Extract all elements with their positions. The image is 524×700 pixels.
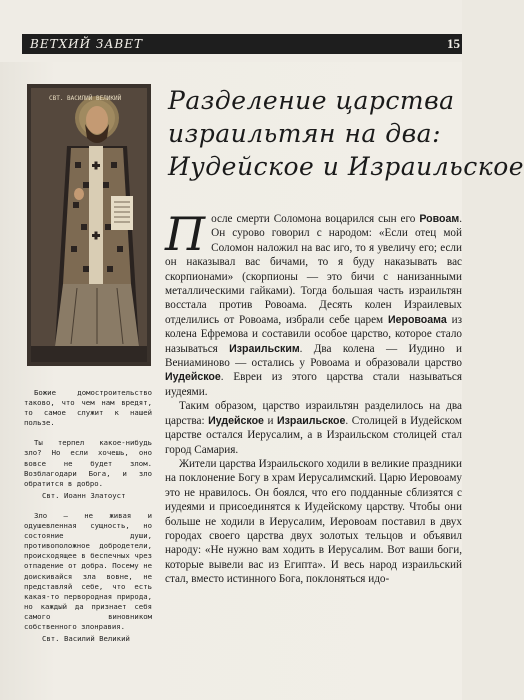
running-title: ВЕТХИЙ ЗАВЕТ bbox=[30, 37, 144, 51]
icon-inscription: СВТ. ВАСИЛИЙ ВЕЛИКИЙ bbox=[49, 95, 122, 102]
quote-2: Ты терпел какое-нибудь зло? Но если хочешь, оно вовсе не будет злом. Возблагодари Бога, и зло обратится в добро. bbox=[24, 438, 152, 488]
drop-cap: П bbox=[165, 207, 206, 261]
page-header bbox=[0, 0, 462, 62]
chapter-title bbox=[168, 84, 524, 183]
title-line-2: израильтян на два: bbox=[168, 119, 441, 148]
paragraph-3: Жители царства Израильского ходили в великие праздники на поклонение Богу в храм Иерусалимский. Царю Иеровоаму это не нравилось. Он боялся, что его подданные сблизятся с иудеями и присоединятся к Иудейскому царству. Чтобы они больше не ходили в Иерусалим, Иеровоам поставил в двух городах своего царства двух золотых тельцов и объявил народу: «Не нужно вам ходить в Иерусалим. Вот ваши боги, которые вывели вас из Египта». И весь народ израильский стал, вместо истинного Бога, поклоняться идо- bbox=[165, 457, 462, 586]
main-text bbox=[165, 207, 462, 587]
saint-icon-image bbox=[27, 84, 151, 366]
quote-2-author: Свт. Иоанн Златоуст bbox=[42, 490, 126, 500]
paragraph-2: Таким образом, царство израильтян разделилось на два царства: Иудейское и Израильское. Столицей в Иудейском царстве остался Иерусалим, а в Израильском столицей стал город Самария. bbox=[165, 400, 462, 456]
paragraph-1: После смерти Соломона воцарился сын его Ровоам. Он сурово говорил с народом: «Если отец мой Соломон наложил на вас иго, то я увеличу его; если он наказывал вас бичами, то я буду наказывать вас скорпионами» (скорпионы — это бичи с нанизанными металлическими гайками). Тогда большая часть израильтян восстала против Ровоама. Десять колен Израилевых отделились от Ровоама, избрали себе царем Иеровоама из колена Ефремова и составили особое царство, которое стало называться Израильским. Два колена — Иудино и Вениаминово — остались у Ровоама и образовали царство Иудейское. Евреи из этого царства стали называться иудеями. bbox=[165, 207, 462, 398]
quote-3-author: Свт. Василий Великий bbox=[42, 634, 130, 644]
title-line-1: Разделение царства bbox=[168, 86, 455, 115]
quote-1: Божие домостроительство таково, что чем нам вредят, то самое служит к нашей пользе. bbox=[24, 388, 152, 428]
sidebar-quotes bbox=[24, 388, 152, 644]
quote-3: Зло — не живая и одушевленная сущность, но состояние души, противоположное добродетели, происходящее в беспечных чрез отпадение от добра. Посему не доискивайся зла вовне, не представляй себе, что есть какая-то первородная природа, но каждый да признает себя самого виновником собственного злонравия. bbox=[24, 510, 152, 631]
page-number: 15 bbox=[447, 36, 460, 51]
saint-icon-drawing bbox=[27, 84, 151, 366]
title-line-3: Иудейское и Израильское bbox=[168, 152, 524, 181]
